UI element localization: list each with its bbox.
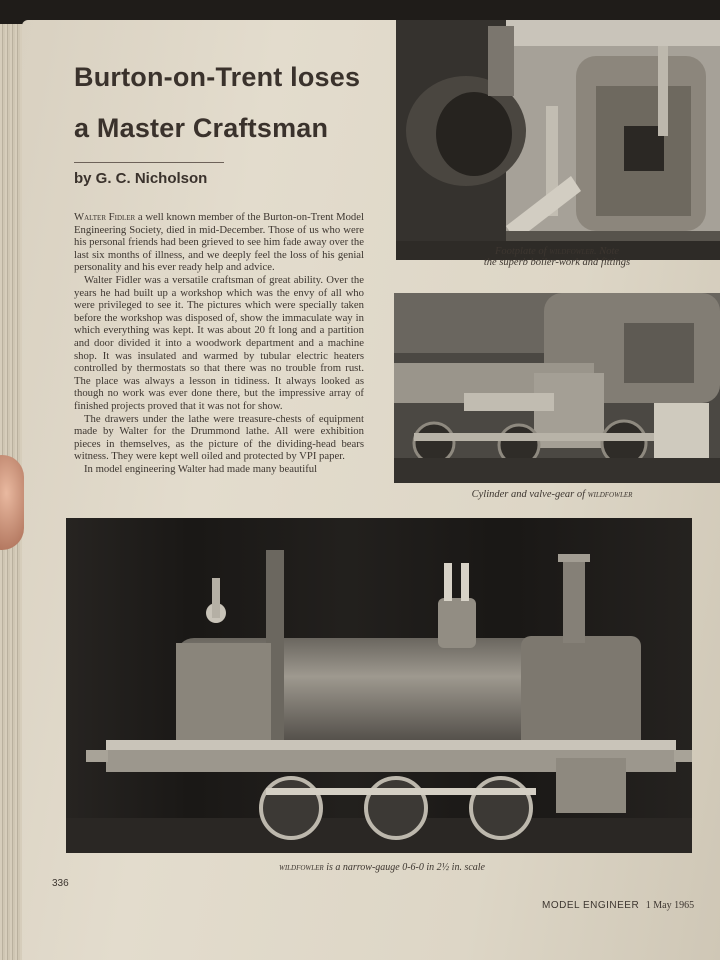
magazine-name: MODEL ENGINEER (542, 900, 640, 911)
footplate-caption-line-1 (422, 246, 692, 257)
footplate-image (396, 20, 720, 260)
page-number: 336 (52, 878, 69, 889)
footplate-photo (396, 20, 720, 260)
article-title (74, 52, 404, 154)
title-rule (74, 162, 224, 163)
footplate-caption (422, 246, 692, 268)
paragraph-2: Walter Fidler was a versatile craftsman of great ability. Over the years he had built up a workshop which was the envy of all who were privileged to see it. The pictures which were specially taken before the workshop was disposed of, show the immaculate way in which everything was kept. It was about 20 ft long and a partition and door divided it into a woodwork department and a machine shop. It was insulated and warmed by tubular electric heaters controlled by thermostats so that there was no trouble from rust. The place was always a lesson in tidiness. It always looked as though no work was ever done there, but the impressive array of finished projects proved that it was not for show. (74, 273, 364, 412)
footer-masthead (542, 900, 694, 911)
cylinder-caption (432, 489, 672, 500)
magazine-page (22, 20, 720, 960)
title-line-2: a Master Craftsman (74, 113, 329, 143)
footplate-caption-suffix: . Note (593, 246, 620, 257)
locomotive-caption-loco: wildfowler (278, 862, 324, 873)
cylinder-image (394, 293, 720, 483)
footplate-caption-loco: wildfowler (549, 246, 594, 257)
paragraph-3: The drawers under the lathe were treasure-chests of equipment made by Walter for the Drummond lathe. All were exhibition pieces in themselves, as the picture of the dividing-head bears witness. They were kept well oiled and protected by VPI paper. (74, 412, 364, 463)
cylinder-caption-loco: wildfowler (587, 489, 633, 500)
cylinder-photo (394, 293, 720, 483)
locomotive-image (66, 518, 692, 853)
paragraph-4: In model engineering Walter had made many beautiful (84, 462, 318, 475)
paragraph-1 (74, 211, 364, 274)
locomotive-photo (66, 518, 692, 853)
lead-name: Walter Fidler (74, 211, 136, 223)
title-line-1: Burton-on-Trent loses (74, 62, 361, 92)
article-body (74, 211, 364, 475)
cylinder-caption-prefix: Cylinder and valve-gear of (471, 489, 588, 500)
locomotive-caption-text: is a narrow-gauge 0-6-0 in 2½ in. scale (323, 862, 485, 873)
paragraph-1-text: a well known member of the Burton-on-Trent Model Engineering Society, died in mid-December. Those of us who were his personal friends had been grieved to see him fade away over the last six months of illness, and we deeply feel the loss of his genial personality and his ever ready help and advice. (74, 211, 364, 274)
locomotive-caption (222, 862, 542, 873)
footplate-caption-line-2: the superb boiler-work and fittings (483, 257, 631, 268)
footplate-caption-prefix: Footplate of (494, 246, 550, 257)
byline: by G. C. Nicholson (74, 170, 208, 187)
thumb (0, 455, 24, 550)
issue-date: 1 May 1965 (645, 900, 695, 911)
